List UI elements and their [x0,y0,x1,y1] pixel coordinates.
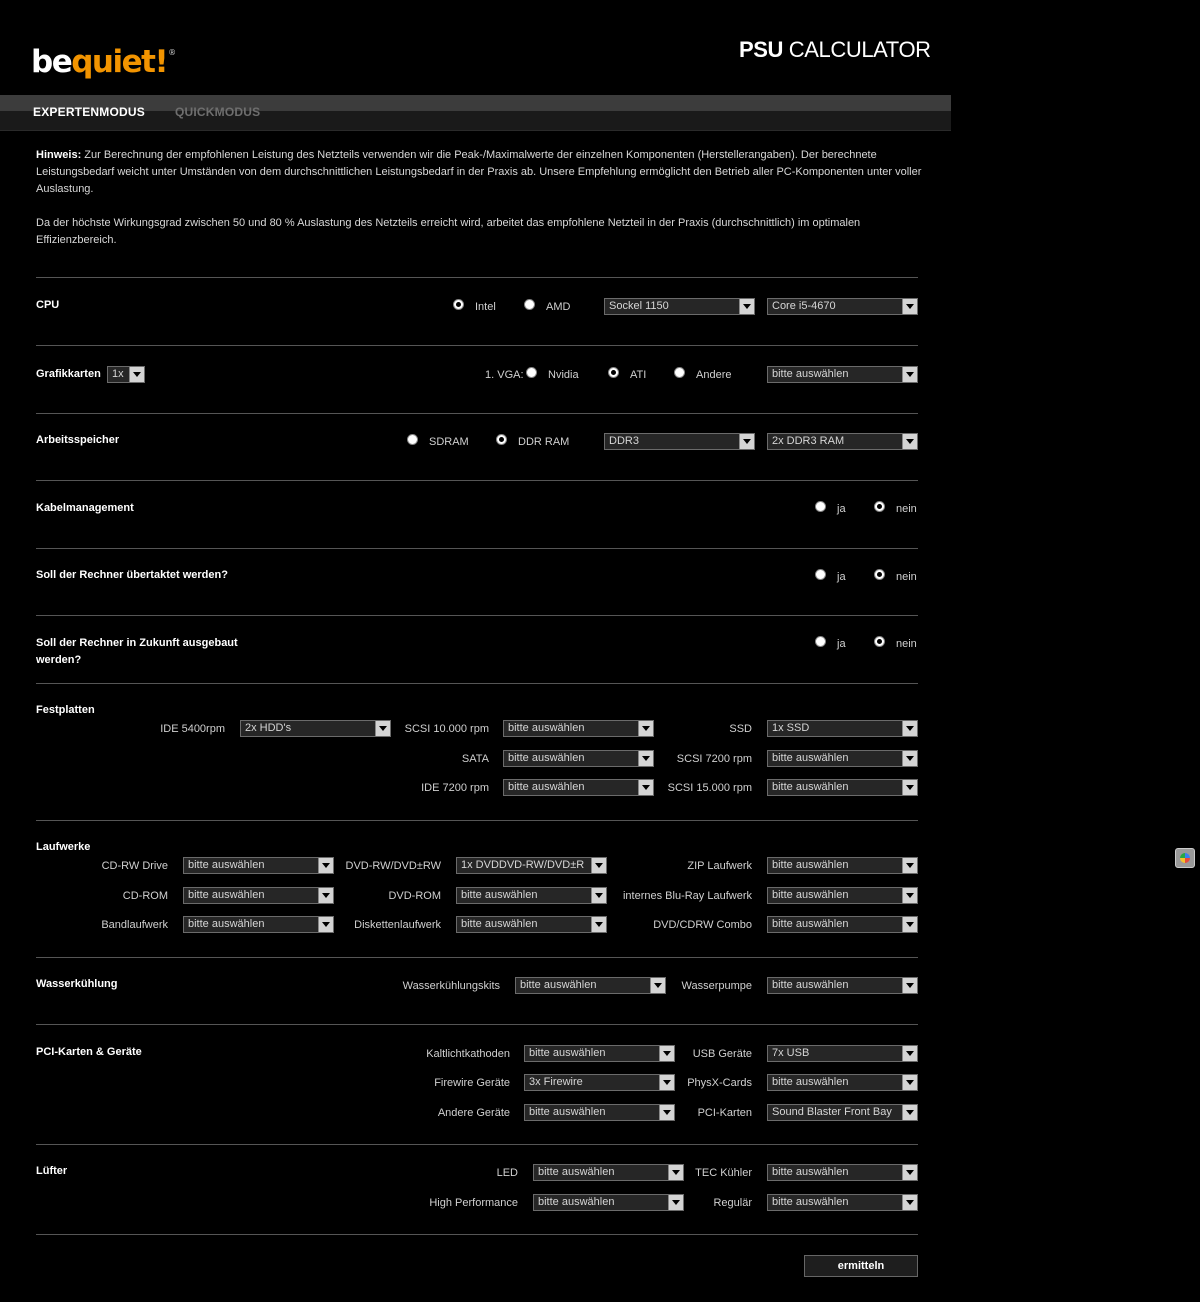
chevron-down-icon [902,917,917,932]
cpu-socket-select[interactable] [604,298,755,315]
divider [36,480,918,481]
cable-ja-label: ja [837,503,846,515]
title-calculator: CALCULATOR [783,37,931,62]
ram-amount-value: 2x DDR3 RAM [772,435,845,447]
pci-firewire-value: 3x Firewire [529,1076,583,1088]
gpu-vga-label: 1. VGA: [485,369,524,381]
ram-sdram-radio[interactable] [407,434,418,445]
overclock-nein-label: nein [896,571,917,583]
chevron-down-icon [668,1195,683,1210]
hdd-scsi10k-value: bitte auswählen [508,722,585,734]
divider [36,1234,918,1235]
notice-paragraph-2: Da der höchste Wirkungsgrad zwischen 50 und 80 % Auslastung des Netzteils erreicht wird, arbeitet das empfohlene Netzteil in der Praxis (durchschnittlich) im optimalen Effizienzbereich. [36,217,861,246]
fans-hp-label: High Performance [429,1197,518,1209]
hdd-scsi7200-label: SCSI 7200 rpm [676,753,752,765]
chevron-down-icon [591,858,606,873]
drives-dvdrom-value: bitte auswählen [461,889,538,901]
water-label: Wasserkühlung [36,978,118,990]
drives-floppy-value: bitte auswählen [461,918,538,930]
chevron-down-icon [129,367,144,382]
chevron-down-icon [902,1046,917,1061]
future-ja-label: ja [837,638,846,650]
drives-cdrom-select[interactable] [183,887,334,904]
chevron-down-icon [318,917,333,932]
notice-text [36,147,936,266]
divider [36,820,918,821]
gpu-label: Grafikkarten [36,368,101,380]
divider [36,548,918,549]
chevron-down-icon [902,299,917,314]
water-kits-value: bitte auswählen [520,979,597,991]
cable-nein-radio[interactable] [874,501,885,512]
cable-ja-radio[interactable] [815,501,826,512]
chevron-down-icon [659,1075,674,1090]
pci-other-label: Andere Geräte [437,1107,510,1119]
hdd-ide7200-label: IDE 7200 rpm [421,782,489,794]
chevron-down-icon [591,917,606,932]
drives-bluray-label: internes Blu-Ray Laufwerk [622,890,752,902]
water-pump-select[interactable] [767,977,918,994]
chevron-down-icon [638,751,653,766]
water-kits-select[interactable] [515,977,666,994]
pci-physx-select[interactable] [767,1074,918,1091]
hdd-sata-value: bitte auswählen [508,752,585,764]
fans-hp-value: bitte auswählen [538,1196,615,1208]
drives-combo-select[interactable] [767,916,918,933]
notice-label: Hinweis: [36,149,82,161]
pci-cards-value: Sound Blaster Front Bay [772,1106,892,1118]
pci-ccfl-select[interactable] [524,1045,675,1062]
drives-label: Laufwerke [36,841,91,853]
fans-hp-select[interactable] [533,1194,684,1211]
notice-paragraph-1: Zur Berechnung der empfohlenen Leistung des Netzteils verwenden wir die Peak-/Maximalwerte der einzelnen Komponenten (Herstellerangaben). Der berechnete Leistungsbedarf weicht unter Umständen von dem durchschnittlichen Leistungsbedarf in der Praxis ab. Unsere Empfehlung ermöglicht den Betrieb aller PC-Komponenten unter voller Auslastung. [36,149,922,195]
pci-physx-label: PhysX-Cards [687,1077,752,1089]
pci-firewire-select[interactable] [524,1074,675,1091]
cpu-intel-label: Intel [475,301,496,313]
gpu-model-value: bitte auswählen [772,368,849,380]
hdd-ide5400-label: IDE 5400rpm [160,723,225,735]
pci-other-select[interactable] [524,1104,675,1121]
drives-dvdrom-label: DVD-ROM [388,890,441,902]
drives-cdrom-value: bitte auswählen [188,889,265,901]
gpu-count-value: 1x [112,368,124,380]
gpu-ati-label: ATI [630,369,647,381]
ram-ddr-radio[interactable] [496,434,507,445]
mode-navbar [0,95,951,131]
divider [36,277,918,278]
future-nein-radio[interactable] [874,636,885,647]
water-kits-label: Wasserkühlungskits [402,980,500,992]
divider [36,615,918,616]
hdd-ssd-label: SSD [729,723,752,735]
hdd-scsi10k-label: SCSI 10.000 rpm [404,723,489,735]
cpu-socket-value: Sockel 1150 [609,300,669,312]
chevron-down-icon [902,858,917,873]
pci-label: PCI-Karten & Geräte [36,1046,142,1058]
future-label-line2: werden? [36,654,82,666]
fans-regular-value: bitte auswählen [772,1196,849,1208]
drives-dvdrw-select[interactable] [456,857,607,874]
chevron-down-icon [668,1165,683,1180]
drives-zip-select[interactable] [767,857,918,874]
pci-other-value: bitte auswählen [529,1106,606,1118]
future-ja-radio[interactable] [815,636,826,647]
hdd-scsi7200-value: bitte auswählen [772,752,849,764]
hdd-scsi15k-value: bitte auswählen [772,781,849,793]
tab-expertenmodus[interactable]: EXPERTENMODUS [33,105,145,119]
page-title [739,37,931,63]
cpu-intel-radio[interactable] [453,299,464,310]
chevron-down-icon [902,721,917,736]
chevron-down-icon [902,434,917,449]
ram-type-value: DDR3 [609,435,639,447]
ram-sdram-label: SDRAM [429,436,469,448]
ram-ddr-label: DDR RAM [518,436,570,448]
chevron-down-icon [902,367,917,382]
future-nein-label: nein [896,638,917,650]
hdd-scsi10k-select[interactable] [503,720,654,737]
drives-zip-label: ZIP Laufwerk [687,860,752,872]
pci-cards-label: PCI-Karten [697,1107,752,1119]
pci-ccfl-label: Kaltlichtkathoden [426,1048,510,1060]
drives-cdrom-label: CD-ROM [122,890,168,902]
cable-label: Kabelmanagement [36,502,134,514]
future-label-line1: Soll der Rechner in Zukunft ausgebaut [36,637,238,649]
cpu-amd-label: AMD [546,301,571,313]
hdd-sata-select[interactable] [503,750,654,767]
water-pump-value: bitte auswählen [772,979,849,991]
hdd-ide5400-value: 2x HDD's [245,722,292,734]
gpu-andere-radio[interactable] [674,367,685,378]
pci-firewire-label: Firewire Geräte [434,1077,510,1089]
divider [36,957,918,958]
pci-physx-value: bitte auswählen [772,1076,849,1088]
cpu-label: CPU [36,299,60,311]
pci-usb-value: 7x USB [772,1047,810,1059]
water-pump-label: Wasserpumpe [681,980,752,992]
cable-nein-label: nein [896,503,917,515]
drives-dvdrw-label: DVD-RW/DVD±RW [345,860,441,872]
fans-led-label: LED [496,1167,518,1179]
drives-dvdrw-value: 1x DVDDVD-RW/DVD±R [461,859,585,871]
future-label [36,635,276,669]
drives-cdrw-value: bitte auswählen [188,859,265,871]
drives-tape-value: bitte auswählen [188,918,265,930]
chevron-down-icon [902,751,917,766]
cpu-amd-radio[interactable] [524,299,535,310]
chevron-down-icon [659,1046,674,1061]
fans-tec-select[interactable] [767,1164,918,1181]
divider [36,1144,918,1145]
pci-cards-select[interactable] [767,1104,918,1121]
gpu-nvidia-label: Nvidia [548,369,579,381]
chevron-down-icon [318,858,333,873]
chevron-down-icon [902,1195,917,1210]
gpu-model-select[interactable] [767,366,918,383]
fans-led-select[interactable] [533,1164,684,1181]
gpu-count-select[interactable] [107,366,145,383]
drives-dvdrom-select[interactable] [456,887,607,904]
chevron-down-icon [902,1105,917,1120]
chevron-down-icon [659,1105,674,1120]
registered-mark: ® [168,48,177,57]
drives-combo-label: DVD/CDRW Combo [653,919,752,931]
chevron-down-icon [650,978,665,993]
cpu-model-select[interactable] [767,298,918,315]
divider [36,1024,918,1025]
hdd-ssd-select[interactable] [767,720,918,737]
ermitteln-button[interactable]: ermitteln [804,1255,918,1277]
fans-tec-label: TEC Kühler [695,1167,752,1179]
drives-zip-value: bitte auswählen [772,859,849,871]
divider [36,345,918,346]
fans-label: Lüfter [36,1165,68,1177]
chevron-down-icon [739,434,754,449]
chevron-down-icon [902,888,917,903]
ram-label: Arbeitsspeicher [36,434,120,446]
chevron-down-icon [902,978,917,993]
divider [36,683,918,684]
tab-quickmodus[interactable]: QUICKMODUS [175,105,261,119]
fans-regular-label: Regulär [713,1197,752,1209]
divider [36,413,918,414]
chevron-down-icon [739,299,754,314]
chevron-down-icon [902,1165,917,1180]
pci-ccfl-value: bitte auswählen [529,1047,606,1059]
hdd-sata-label: SATA [461,753,489,765]
chevron-down-icon [638,780,653,795]
gpu-andere-label: Andere [696,369,732,381]
chevron-down-icon [318,888,333,903]
overclock-nein-radio[interactable] [874,569,885,580]
hdd-ssd-value: 1x SSD [772,722,810,734]
fans-regular-select[interactable] [767,1194,918,1211]
gpu-ati-radio[interactable] [608,367,619,378]
drives-cdrw-label: CD-RW Drive [101,860,168,872]
overclock-ja-radio[interactable] [815,569,826,580]
hdd-scsi7200-select[interactable] [767,750,918,767]
hdd-ide7200-select[interactable] [503,779,654,796]
hdd-ide5400-select[interactable] [240,720,391,737]
drives-tape-select[interactable] [183,916,334,933]
drives-tape-label: Bandlaufwerk [101,919,168,931]
logo-quiet: quiet! [71,44,168,80]
hdd-scsi15k-select[interactable] [767,779,918,796]
overclock-label: Soll der Rechner übertaktet werden? [36,569,228,581]
extension-widget-icon[interactable] [1175,848,1195,868]
pci-usb-label: USB Geräte [692,1048,752,1060]
be-quiet-logo [31,44,176,80]
hdd-scsi15k-label: SCSI 15.000 rpm [667,782,752,794]
hdd-ide7200-value: bitte auswählen [508,781,585,793]
drives-cdrw-select[interactable] [183,857,334,874]
logo-be: be [31,44,72,80]
chevron-down-icon [638,721,653,736]
ram-amount-select[interactable] [767,433,918,450]
drives-floppy-label: Diskettenlaufwerk [354,919,441,931]
fans-tec-value: bitte auswählen [772,1166,849,1178]
drives-floppy-select[interactable] [456,916,607,933]
hdd-label: Festplatten [36,704,95,716]
pci-usb-select[interactable] [767,1045,918,1062]
fans-led-value: bitte auswählen [538,1166,615,1178]
chevron-down-icon [902,1075,917,1090]
cpu-model-value: Core i5-4670 [772,300,836,312]
ram-type-select[interactable] [604,433,755,450]
chevron-down-icon [375,721,390,736]
drives-combo-value: bitte auswählen [772,918,849,930]
chevron-down-icon [591,888,606,903]
drives-bluray-select[interactable] [767,887,918,904]
title-psu: PSU [739,37,784,62]
drives-bluray-value: bitte auswählen [772,889,849,901]
chevron-down-icon [902,780,917,795]
gpu-nvidia-radio[interactable] [526,367,537,378]
overclock-ja-label: ja [837,571,846,583]
